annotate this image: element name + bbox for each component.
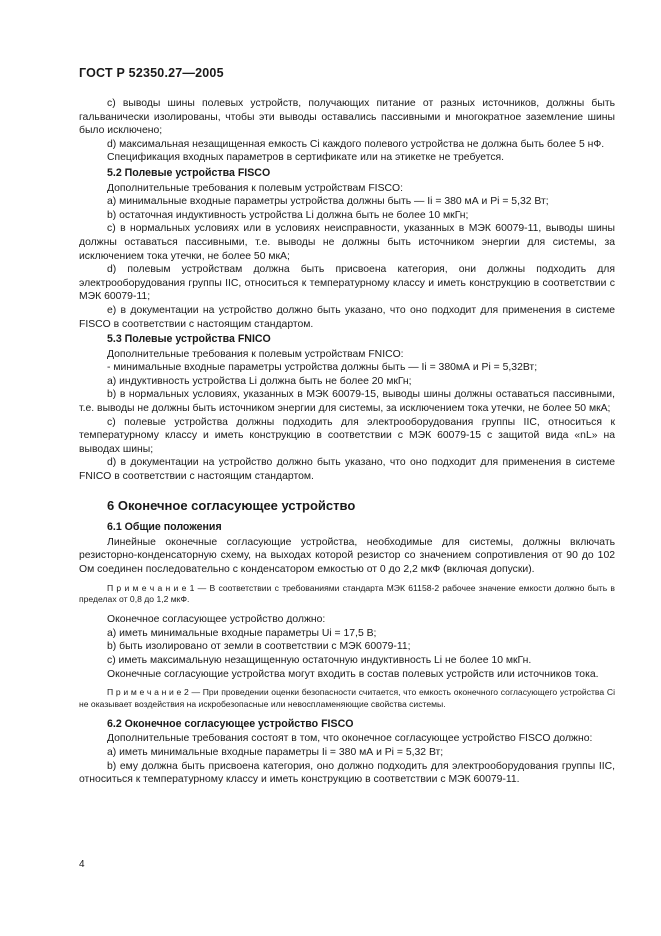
paragraph: b) в нормальных условиях, указанных в МЭК 60079-15, выводы шины должны оставаться пассивными, т.е. выводы не должны быть источником энергии для системы, за исключением тока утечки, не более 50 мкА;	[79, 389, 615, 415]
paragraph: c) иметь максимальную незащищенную остаточную индуктивность Li не более 10 мкГн.	[107, 654, 532, 666]
paragraph: d) полевым устройствам должна быть присвоена категория, они должны подходить для электрооборудования группы IIC, относиться к температурному классу и иметь конструкцию в соответствии с МЭК 60079-11;	[79, 264, 615, 303]
paragraph: c) в нормальных условиях или в условиях неисправности, указанных в МЭК 60079-11, выводы шины должны оставаться пассивными, т.е. выводы не должны быть источником энергии для системы, за исключением тока утечки, не более 50 мкА;	[79, 223, 615, 262]
subsection-heading: 6.2 Оконечное согласующее устройство FISCO	[107, 717, 354, 730]
paragraph: - минимальные входные параметры устройства должны быть — Ii = 380мА и Pi = 5,32Вт;	[107, 362, 538, 374]
subsection-heading: 5.2 Полевые устройства FISCO	[107, 166, 271, 179]
paragraph: e) в документации на устройство должно быть указано, что оно подходит для применения в системе FISCO в соответствии с настоящим стандартом.	[79, 304, 615, 330]
paragraph: Оконечное согласующее устройство должно:	[107, 614, 326, 626]
document-body	[79, 97, 615, 787]
subsection-heading: 6.1 Общие положения	[107, 521, 222, 534]
paragraph: Линейные оконечные согласующие устройства, необходимые для системы, должны включать резисторно-конденсаторную схему, на выходах которой резистор со значением сопротивления от 90 до 102 Ом соединен последовательно с конденсатором емкостью от 0 до 2,2 мкФ (включая допуски).	[79, 536, 615, 575]
paragraph: Дополнительные требования к полевым устройствам FISCO:	[107, 182, 403, 194]
document-header: ГОСТ Р 52350.27—2005	[79, 66, 224, 80]
paragraph: Оконечные согласующие устройства могут входить в состав полевых устройств или источников тока.	[107, 668, 599, 680]
paragraph: b) быть изолировано от земли в соответствии с МЭК 60079-11;	[107, 641, 411, 653]
paragraph: a) минимальные входные параметры устройства должны быть — Ii = 380 мА и Pi = 5,32 Вт;	[107, 196, 549, 208]
paragraph: Дополнительные требования состоят в том, что оконечное согласующее устройство FISCO должно:	[107, 733, 593, 745]
paragraph: b) ему должна быть присвоена категория, оно должно подходить для электрооборудования группы IIC, относиться к температурному классу и иметь конструкцию в соответствии с МЭК 60079-11.	[79, 760, 615, 786]
section-heading: 6 Оконечное согласующее устройство	[107, 497, 356, 513]
paragraph: b) остаточная индуктивность устройства Li должна быть не более 10 мкГн;	[107, 209, 469, 221]
paragraph: Дополнительные требования к полевым устройствам FNICO:	[107, 348, 404, 360]
paragraph: a) индуктивность устройства Li должна быть не более 20 мкГн;	[107, 375, 412, 387]
paragraph: a) иметь минимальные входные параметры Ui = 17,5 В;	[107, 627, 377, 639]
paragraph: d) в документации на устройство должно быть указано, что оно подходит для применения в системе FNICO в соответствии с настоящим стандартом.	[79, 457, 615, 483]
page-number: 4	[79, 859, 85, 870]
paragraph: Спецификация входных параметров в сертификате или на этикетке не требуется.	[107, 152, 505, 164]
paragraph: a) иметь минимальные входные параметры Ii = 380 мА и Pi = 5,32 Вт;	[107, 746, 444, 758]
subsection-heading: 5.3 Полевые устройства FNICO	[107, 333, 271, 346]
paragraph: d) максимальная незащищенная емкость Ci каждого полевого устройства не должна быть более 5 нФ.	[107, 138, 605, 150]
paragraph: c) выводы шины полевых устройств, получающих питание от разных источников, должны быть гальванически изолированы, чтобы эти выводы оставались пассивными и многократное заземление шины было исключено;	[79, 98, 615, 137]
note: П р и м е ч а н и е 2 — При проведении оценки безопасности считается, что емкость оконечного согласующего устройства Ci не оказывает воздействия на искробезопасные или невоспламеняющие свойства системы.	[79, 687, 615, 709]
note: П р и м е ч а н и е 1 — В соответствии с требованиями стандарта МЭК 61158-2 рабочее значение емкости должно быть в пределах от 0,8 до 1,2 мкФ.	[79, 582, 615, 605]
paragraph: c) полевые устройства должны подходить для электрооборудования группы IIC, относиться к температурному классу и иметь конструкцию в соответствии с МЭК 60079-15 с защитой вида «nL» на выводах шины;	[79, 416, 615, 455]
